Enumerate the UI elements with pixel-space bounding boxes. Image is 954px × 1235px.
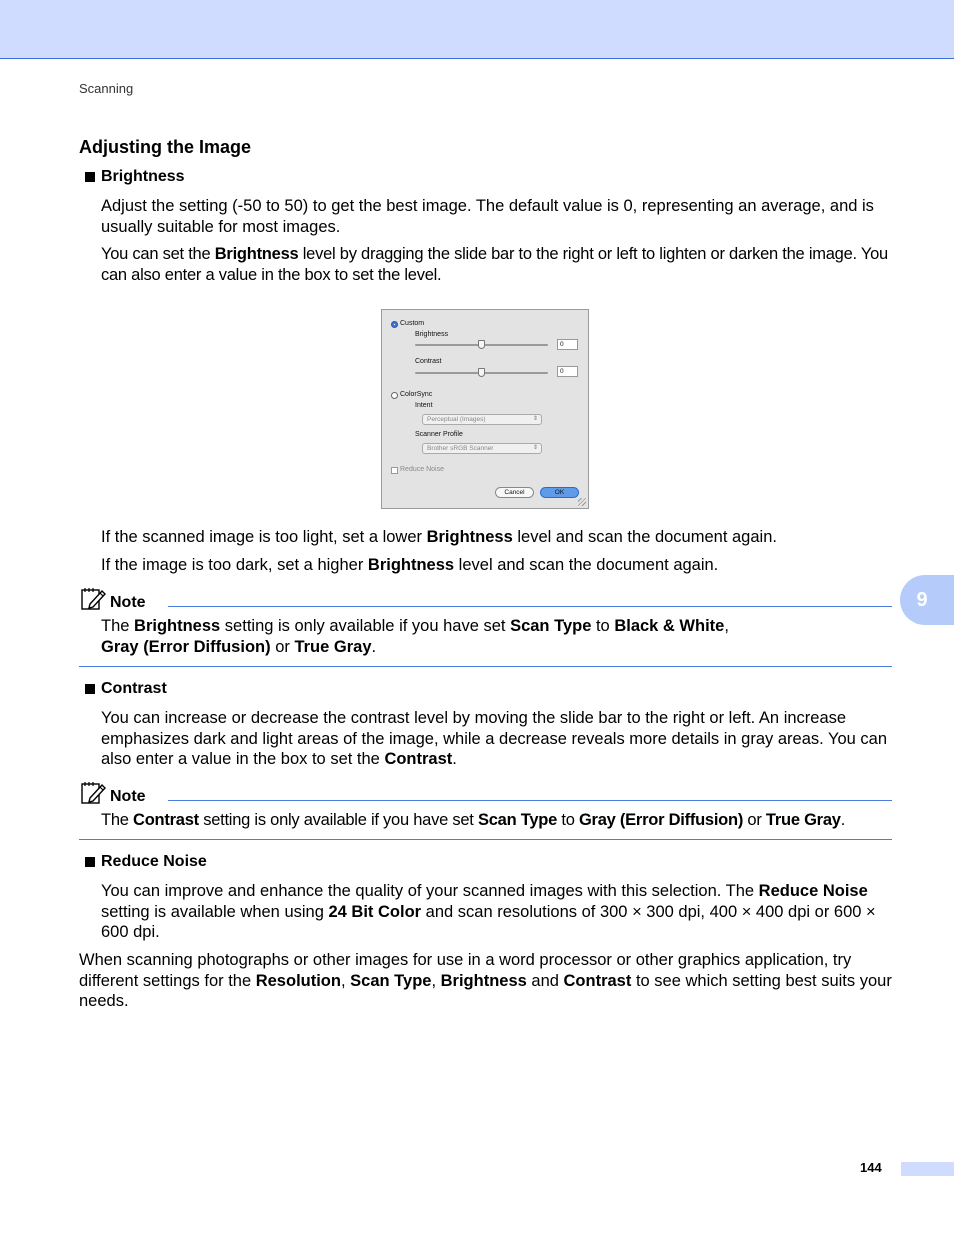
colorsync-label: ColorSync bbox=[400, 391, 433, 398]
running-title: Scanning bbox=[79, 81, 134, 96]
brightness-paragraph-2: You can set the Brightness level by dragging the slide bar to the right or left to lighten or darken the image. You can also enter a value in the box to set the level. bbox=[101, 245, 888, 284]
brightness-heading bbox=[85, 168, 185, 186]
resize-grip-icon[interactable] bbox=[578, 498, 586, 506]
cancel-button[interactable]: Cancel bbox=[495, 487, 534, 498]
brightness-slider-thumb[interactable] bbox=[478, 340, 485, 349]
brightness-value-field[interactable]: 0 bbox=[557, 339, 578, 350]
brightness-paragraph-4: If the image is too dark, set a higher Brightness level and scan the document again. bbox=[101, 556, 719, 574]
note-pencil-icon bbox=[81, 587, 107, 611]
note-label: Note bbox=[110, 788, 146, 805]
bullet-square-icon bbox=[85, 857, 95, 867]
reduce-noise-checkbox[interactable] bbox=[391, 467, 398, 474]
note1-text: The Brightness setting is only available if you have set Scan Type to Black & White, Gray (Error Diffusion) or True Gray. bbox=[101, 617, 729, 656]
contrast-slider-label: Contrast bbox=[415, 358, 442, 365]
reduce-noise-label: Reduce Noise bbox=[400, 466, 444, 473]
popup-arrows-icon: ⇕ bbox=[532, 416, 538, 422]
colorsync-radio[interactable] bbox=[391, 392, 398, 399]
brightness-heading-text: Brightness bbox=[101, 168, 185, 185]
page-number: 144 bbox=[860, 1160, 882, 1175]
note2-text: The Contrast setting is only available if you have set Scan Type to Gray (Error Diffusion) or True Gray. bbox=[101, 811, 846, 829]
note-pencil-icon bbox=[81, 781, 107, 805]
scanner-profile-popup[interactable]: Brother sRGB Scanner ⇕ bbox=[422, 443, 542, 454]
contrast-paragraph: You can increase or decrease the contrast level by moving the slide bar to the right or left. An increase emphasizes dark and light areas of the image, while a decrease reveals more details in gray areas. You can also enter a value in the box to set the Contrast. bbox=[101, 709, 888, 768]
closing-paragraph: When scanning photographs or other images for use in a word processor or other graphics application, try different settings for the Resolution, Scan Type, Brightness and Contrast to see which setting best suits your needs. bbox=[79, 951, 892, 1010]
brightness-slider-label: Brightness bbox=[415, 331, 449, 338]
note-label: Note bbox=[110, 594, 146, 611]
custom-label: Custom bbox=[400, 320, 425, 327]
note-heading bbox=[81, 781, 146, 805]
contrast-slider-thumb[interactable] bbox=[478, 368, 485, 377]
note-end-rule bbox=[79, 666, 892, 667]
bullet-square-icon bbox=[85, 172, 95, 182]
header-band bbox=[0, 0, 954, 59]
brightness-paragraph-3: If the scanned image is too light, set a lower Brightness level and scan the document again. bbox=[101, 528, 777, 546]
note-rule bbox=[168, 606, 892, 607]
chapter-tab: 9 bbox=[900, 575, 954, 625]
reduce-noise-heading bbox=[85, 853, 207, 871]
contrast-heading-text: Contrast bbox=[101, 680, 167, 697]
reduce-noise-heading-text: Reduce Noise bbox=[101, 853, 207, 870]
reduce-noise-paragraph: You can improve and enhance the quality of your scanned images with this selection. The Reduce Noise setting is available when using 24 Bit Color and scan resolutions of 300 × 300 dpi, 400 × 400 dpi or 600 × 600 dpi. bbox=[101, 882, 876, 941]
popup-arrows-icon: ⇕ bbox=[532, 445, 538, 451]
ok-button[interactable]: OK bbox=[540, 487, 579, 498]
intent-popup[interactable]: Perceptual (Images) ⇕ bbox=[422, 414, 542, 425]
scanner-profile-label: Scanner Profile bbox=[415, 431, 463, 438]
contrast-value-field[interactable]: 0 bbox=[557, 366, 578, 377]
bullet-square-icon bbox=[85, 684, 95, 694]
note-rule bbox=[168, 800, 892, 801]
note-end-rule bbox=[79, 839, 892, 840]
brightness-settings-dialog bbox=[381, 309, 589, 509]
brightness-paragraph-1: Adjust the setting (-50 to 50) to get the best image. The default value is 0, representing an average, and is usually suitable for most images. bbox=[101, 197, 874, 236]
contrast-heading bbox=[85, 680, 167, 698]
intent-label: Intent bbox=[415, 402, 433, 409]
section-title: Adjusting the Image bbox=[79, 137, 252, 157]
custom-radio[interactable] bbox=[391, 321, 398, 328]
footer-bar bbox=[901, 1162, 954, 1176]
note-heading bbox=[81, 587, 146, 611]
